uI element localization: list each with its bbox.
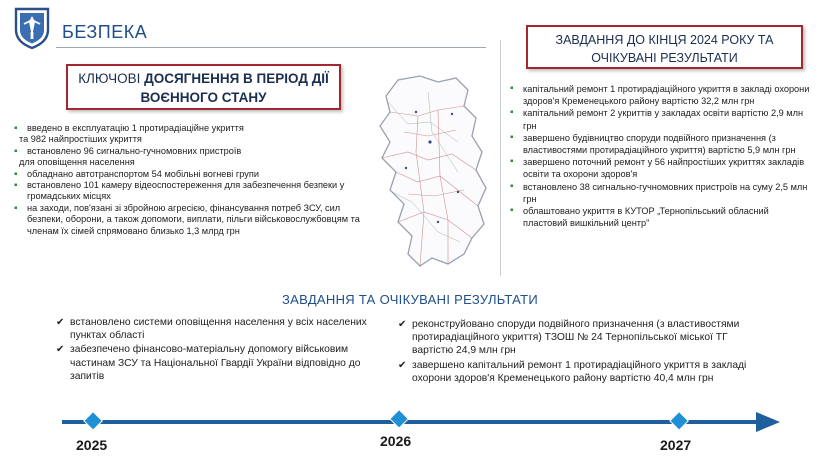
- list-item: ▪ обладнано автотранспортом 54 мобільні вогневі групи: [14, 169, 364, 180]
- achievements-heading-part2: ДОСЯГНЕННЯ В ПЕРІОД ДІЇ: [144, 71, 329, 86]
- list-item: ✔ забезпечено фінансово-матеріальну допомогу військовим частинам ЗСУ та Національної Гвардії України відповідно до запитів: [56, 343, 386, 383]
- list-item: ✔ реконструйовано споруди подвійного призначення (з властивостями протирадіаційного укриття) ТЗОШ № 24 Тернопільської міської ТГ вартістю 24,9 млн грн: [398, 318, 758, 358]
- timeline-year-2027: 2027: [660, 437, 692, 453]
- tasks-2024-heading-box: [526, 25, 803, 69]
- tasks-2024-list: [510, 83, 810, 229]
- achievements-heading-box: [66, 64, 341, 110]
- timeline-year-2025: 2025: [76, 437, 108, 453]
- timeline-marker-2027: [670, 412, 688, 430]
- list-item: ▪ капітальний ремонт 2 укриттів у закладах освіти вартістю 2,9 млн грн: [510, 107, 810, 131]
- list-item: ▪ капітальний ремонт 1 протирадіаційного укриття в закладі охорони здоров'я Кременецького району вартістю 32,2 млн грн: [510, 83, 810, 107]
- title-divider: [56, 47, 486, 48]
- list-item: для оповіщення населення: [19, 157, 135, 168]
- list-item: ▪ встановлено 101 камеру відеоспостереження для забезпечення безпеки у громадських місцях: [14, 180, 364, 203]
- list-item: ✔ завершено капітальний ремонт 1 протирадіаційного укриття в закладі охорони здоров'я Кременецького району вартістю 40,4 млн грн: [398, 359, 758, 385]
- timeline-marker-2026: [390, 410, 408, 428]
- vertical-divider: [500, 40, 501, 276]
- list-item: ✔ встановлено системи оповіщення населення у всіх населених пунктах області: [56, 316, 386, 342]
- achievements-heading-line2: ВОЄННОГО СТАНУ: [140, 90, 267, 105]
- list-item: та 982 найпростіших укриття: [19, 134, 142, 145]
- list-item: ▪ облаштовано укриття в КУТОР „Тернопільський обласний пластовий вишкільний центр": [510, 205, 810, 229]
- list-item: ▪ завершено поточний ремонт у 56 найпростіших укриттях закладів освіти та охорони здоров'я: [510, 156, 810, 180]
- list-item: ▪ введено в експлуатацію 1 протирадіаційне укриття: [14, 123, 364, 134]
- section-title: ЗАВДАННЯ ТА ОЧІКУВАНІ РЕЗУЛЬТАТИ: [282, 292, 538, 307]
- achievements-heading-part1: КЛЮЧОВІ: [78, 71, 145, 86]
- ternopil-region-map-icon: [368, 72, 498, 272]
- list-item: ▪ встановлено 38 сигнально-гучномовних пристроїв на суму 2,5 млн грн: [510, 181, 810, 205]
- list-item: ▪ встановлено 96 сигнально-гучномовних пристроїв: [14, 146, 364, 157]
- list-item: ▪ на заходи, пов'язані зі збройною агресією, фінансування потреб ЗСУ, сил безпеки, оборони, а також допомоги, виплати, пільги військовослужбовцям та членам їх сімей спрямовано близько 1,3 млрд грн: [14, 203, 364, 237]
- tasks-2026-list: [398, 318, 758, 386]
- achievements-list: [14, 123, 364, 237]
- timeline-year-2026: 2026: [380, 433, 412, 449]
- list-item: ▪ завершено будівництво споруди подвійного призначення (з властивостями протирадіаційного укриття) вартістю 5,9 млн грн: [510, 132, 810, 156]
- timeline: [60, 406, 790, 440]
- tasks-heading-line2: ОЧІКУВАНІ РЕЗУЛЬТАТИ: [591, 51, 738, 65]
- coat-of-arms-logo-icon: [12, 6, 52, 50]
- tasks-2025-list: [56, 316, 386, 384]
- tasks-heading-line1: ЗАВДАННЯ ДО КІНЦЯ 2024 РОКУ ТА: [555, 33, 774, 47]
- page-title: БЕЗПЕКА: [62, 22, 148, 42]
- timeline-marker-2025: [84, 412, 102, 430]
